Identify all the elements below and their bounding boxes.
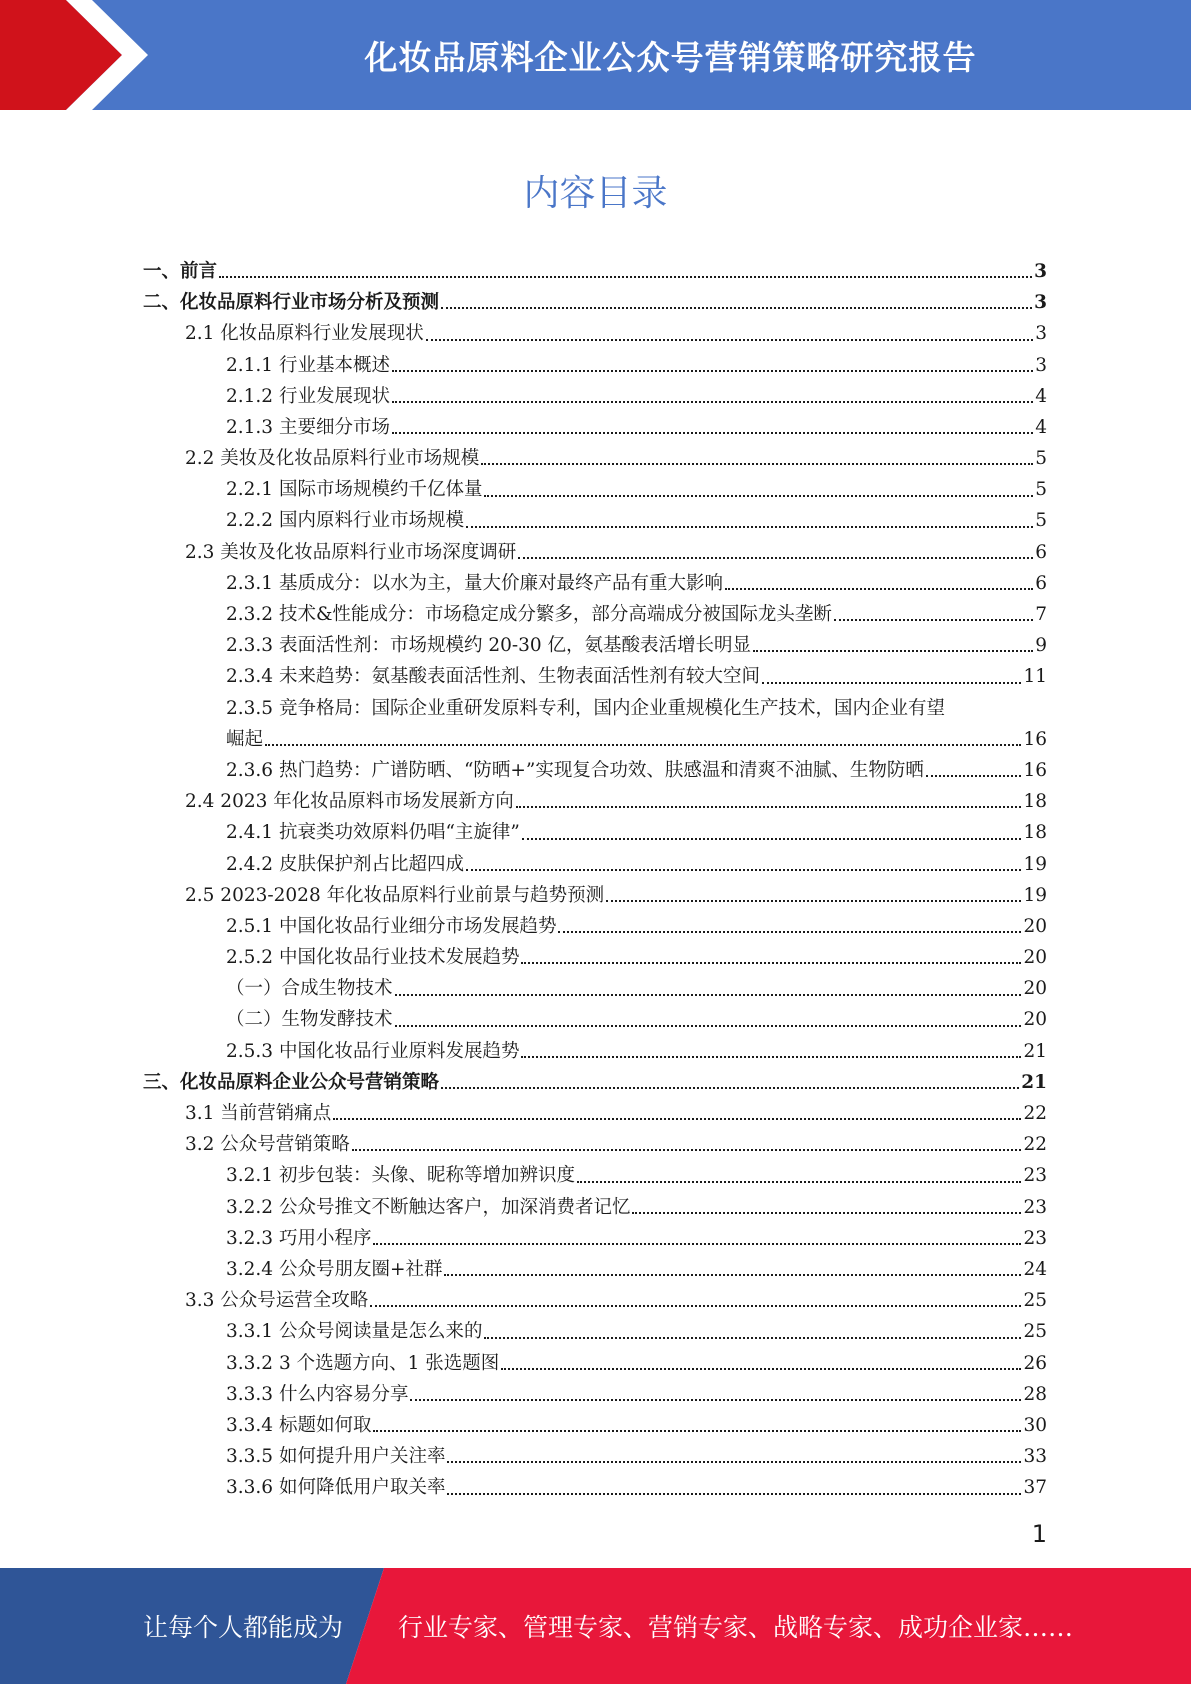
- toc-entry-page: 28: [1023, 1383, 1047, 1405]
- toc-dot-leader: [834, 619, 1033, 621]
- toc-entry-page: 16: [1023, 728, 1047, 750]
- toc-entry-title: 2.5 2023-2028 年化妆品原料行业前景与趋势预测: [185, 884, 605, 906]
- toc-entry[interactable]: [143, 1254, 1047, 1285]
- toc-entry[interactable]: [143, 973, 1047, 1004]
- toc-entry-page: 16: [1023, 759, 1047, 781]
- toc-entry-page: 20: [1023, 947, 1047, 969]
- toc-entry-page: 20: [1023, 978, 1047, 1000]
- toc-entry-title: 2.5.2 中国化妆品行业技术发展趋势: [226, 947, 520, 969]
- toc-dot-leader: [410, 1399, 1021, 1401]
- footer-slogan-left: 让每个人都能成为: [143, 1613, 344, 1642]
- toc-entry-page: 6: [1035, 541, 1047, 563]
- toc-dot-leader: [632, 1212, 1021, 1214]
- toc-entry-page: 19: [1023, 853, 1047, 875]
- toc-entry-page: 25: [1023, 1321, 1047, 1343]
- toc-entry[interactable]: [143, 1472, 1047, 1503]
- toc-dot-leader: [521, 962, 1021, 964]
- toc-entry[interactable]: [143, 474, 1047, 505]
- toc-entry[interactable]: [143, 849, 1047, 880]
- toc-entry-title: 2.4.1 抗衰类功效原料仍唱“主旋律”: [226, 822, 520, 844]
- toc-entry-title: 2.4.2 皮肤保护剂占比超四成: [226, 853, 464, 875]
- toc-entry[interactable]: [143, 724, 1047, 755]
- toc-entry-title: 2.1.1 行业基本概述: [226, 354, 390, 376]
- toc-dot-leader: [521, 1056, 1021, 1058]
- toc-entry-page: 18: [1023, 791, 1047, 813]
- toc-entry-title: 2.2.1 国际市场规模约千亿体量: [226, 479, 483, 501]
- toc-entry-page: 5: [1035, 448, 1047, 470]
- toc-dot-leader: [219, 276, 1032, 278]
- toc-entry[interactable]: [143, 1223, 1047, 1254]
- toc-dot-leader: [392, 401, 1033, 403]
- toc-dot-leader: [577, 1181, 1021, 1183]
- toc-dot-leader: [447, 1461, 1021, 1463]
- toc-dot-leader: [926, 775, 1022, 777]
- toc-dot-leader: [481, 463, 1033, 465]
- toc-entry[interactable]: [143, 537, 1047, 568]
- toc-entry[interactable]: [143, 661, 1047, 692]
- toc-dot-leader: [392, 432, 1033, 434]
- toc-dot-leader: [373, 1430, 1021, 1432]
- toc-entry[interactable]: [143, 318, 1047, 349]
- toc-entry[interactable]: [143, 1067, 1047, 1098]
- toc-entry-title: 3.2 公众号营销策略: [185, 1134, 350, 1156]
- toc-entry-title: 2.3.3 表面活性剂：市场规模约 20-30 亿，氨基酸表活增长明显: [226, 635, 752, 657]
- toc-entry-title: 2.1 化妆品原料行业发展现状: [185, 323, 424, 345]
- toc-entry-page: 22: [1023, 1103, 1047, 1125]
- toc-entry-title: 3.3.1 公众号阅读量是怎么来的: [226, 1321, 483, 1343]
- toc-entry[interactable]: [143, 786, 1047, 817]
- toc-entry[interactable]: [143, 1036, 1047, 1067]
- toc-entry-title: 三、化妆品原料企业公众号营销策略: [143, 1071, 440, 1093]
- toc-entry-title: 3.1 当前营销痛点: [185, 1103, 332, 1125]
- toc-entry-title: 2.3 美妆及化妆品原料行业市场深度调研: [185, 541, 517, 563]
- toc-entry-title: 3.2.1 初步包装：头像、昵称等增加辨识度: [226, 1165, 575, 1187]
- toc-entry-title: 2.2 美妆及化妆品原料行业市场规模: [185, 448, 480, 470]
- toc-entry-page: 3: [1035, 354, 1047, 376]
- toc-dot-leader: [725, 588, 1033, 590]
- toc-entry-title: 3.2.2 公众号推文不断触达客户，加深消费者记忆: [226, 1196, 631, 1218]
- toc-entry-page: 18: [1023, 822, 1047, 844]
- toc-entry[interactable]: [143, 1129, 1047, 1160]
- toc-entry[interactable]: [143, 381, 1047, 412]
- toc-entry-title: 2.3.4 未来趋势：氨基酸表面活性剂、生物表面活性剂有较大空间: [226, 666, 760, 688]
- report-title: 化妆品原料企业公众号营销策略研究报告: [364, 37, 977, 77]
- toc-entry-page: 37: [1023, 1477, 1047, 1499]
- toc-dot-leader: [441, 1087, 1019, 1089]
- toc-entry-page: 5: [1035, 510, 1047, 532]
- footer-slogan-right: 行业专家、管理专家、营销专家、战略专家、成功企业家……: [398, 1613, 1074, 1642]
- toc-entry[interactable]: [143, 942, 1047, 973]
- toc-dot-leader: [466, 526, 1033, 528]
- toc-entry-title: 3.2.4 公众号朋友圈+社群: [226, 1258, 443, 1280]
- toc-dot-leader: [762, 682, 1021, 684]
- toc-entry[interactable]: [143, 1316, 1047, 1347]
- toc-entry[interactable]: [143, 1005, 1047, 1036]
- toc-entry-page: 19: [1023, 884, 1047, 906]
- toc-entry-page: 11: [1023, 666, 1047, 688]
- toc-entry-title: 一、前言: [143, 260, 218, 282]
- header-band: [0, 0, 1191, 110]
- toc-entry[interactable]: [143, 1441, 1047, 1472]
- toc-dot-leader: [265, 744, 1021, 746]
- toc-dot-leader: [441, 307, 1032, 309]
- footer-band: [0, 1568, 1191, 1684]
- toc-entry-page: 21: [1021, 1071, 1047, 1093]
- toc-entry-page: 9: [1035, 635, 1047, 657]
- toc-entry-title: 3.2.3 巧用小程序: [226, 1227, 372, 1249]
- toc-entry[interactable]: [143, 599, 1047, 630]
- toc-entry[interactable]: [143, 911, 1047, 942]
- toc-dot-leader: [370, 1305, 1021, 1307]
- toc-entry-page: 3: [1034, 292, 1047, 314]
- toc-entry[interactable]: [143, 568, 1047, 599]
- toc-entry-page: 5: [1035, 479, 1047, 501]
- toc-entry-page: 33: [1023, 1446, 1047, 1468]
- toc-dot-leader: [444, 1274, 1021, 1276]
- toc-entry-title: 2.5.1 中国化妆品行业细分市场发展趋势: [226, 915, 557, 937]
- toc-entry-title: 2.3.6 热门趋势：广谱防晒、“防晒+”实现复合功效、肤感温和清爽不油腻、生物防晒: [226, 759, 924, 781]
- toc-entry-page: 20: [1023, 915, 1047, 937]
- toc-dot-leader: [333, 1118, 1021, 1120]
- toc-entry-title: 2.2.2 国内原料行业市场规模: [226, 510, 464, 532]
- toc-dot-leader: [606, 900, 1021, 902]
- toc-entry-page: 25: [1023, 1290, 1047, 1312]
- toc-dot-leader: [484, 1337, 1021, 1339]
- toc-entry[interactable]: [143, 1192, 1047, 1223]
- toc-entry-title: 2.1.2 行业发展现状: [226, 385, 390, 407]
- toc-dot-leader: [426, 339, 1033, 341]
- toc-entry-title: 2.4 2023 年化妆品原料市场发展新方向: [185, 791, 514, 813]
- toc-entry-page: 4: [1035, 416, 1047, 438]
- page-number: 1: [1031, 1520, 1047, 1548]
- toc-entry-title: 3.3.3 什么内容易分享: [226, 1383, 409, 1405]
- toc-entry[interactable]: [143, 350, 1047, 381]
- toc-entry-title: 3.3.2 3 个选题方向、1 张选题图: [226, 1352, 500, 1374]
- toc-dot-leader: [395, 994, 1022, 996]
- toc-entry-page: 23: [1023, 1196, 1047, 1218]
- toc-entry-title: 2.3.5 竞争格局：国际企业重研发原料专利，国内企业重规模化生产技术，国内企业有望: [226, 697, 945, 719]
- toc-entry-title: 二、化妆品原料行业市场分析及预测: [143, 292, 440, 314]
- toc-entry-title: 3.3 公众号运营全攻略: [185, 1290, 369, 1312]
- table-of-contents: [143, 256, 1047, 1504]
- toc-entry[interactable]: [143, 1348, 1047, 1379]
- toc-entry[interactable]: [143, 1410, 1047, 1441]
- toc-entry[interactable]: [143, 443, 1047, 474]
- toc-heading: 内容目录: [523, 173, 668, 214]
- toc-entry-title: （一）合成生物技术: [226, 978, 393, 1000]
- toc-dot-leader: [558, 931, 1021, 933]
- toc-entry[interactable]: [143, 412, 1047, 443]
- toc-entry-title: （二）生物发酵技术: [226, 1009, 393, 1031]
- toc-dot-leader: [516, 806, 1022, 808]
- toc-entry-page: 3: [1034, 260, 1047, 282]
- toc-dot-leader: [501, 1368, 1021, 1370]
- toc-dot-leader: [352, 1149, 1022, 1151]
- toc-entry[interactable]: [143, 630, 1047, 661]
- toc-entry-title: 3.3.6 如何降低用户取关率: [226, 1477, 446, 1499]
- toc-entry-page: 23: [1023, 1227, 1047, 1249]
- toc-entry[interactable]: [143, 506, 1047, 537]
- toc-dot-leader: [484, 495, 1033, 497]
- toc-entry[interactable]: [143, 755, 1047, 786]
- toc-entry[interactable]: [143, 1098, 1047, 1129]
- toc-entry-page: 26: [1023, 1352, 1047, 1374]
- toc-dot-leader: [753, 650, 1033, 652]
- toc-entry[interactable]: [143, 693, 1047, 724]
- toc-entry-page: 21: [1023, 1040, 1047, 1062]
- toc-entry[interactable]: [143, 287, 1047, 318]
- toc-entry-title: 2.5.3 中国化妆品行业原料发展趋势: [226, 1040, 520, 1062]
- toc-entry-title: 2.3.1 基质成分：以水为主，量大价廉对最终产品有重大影响: [226, 572, 723, 594]
- toc-dot-leader: [395, 1025, 1022, 1027]
- toc-entry-page: 4: [1035, 385, 1047, 407]
- toc-entry-title: 2.1.3 主要细分市场: [226, 416, 390, 438]
- toc-entry[interactable]: [143, 256, 1047, 287]
- toc-dot-leader: [447, 1493, 1021, 1495]
- toc-entry[interactable]: [143, 1285, 1047, 1316]
- toc-entry[interactable]: [143, 1160, 1047, 1191]
- toc-entry[interactable]: [143, 817, 1047, 848]
- toc-entry-page: 6: [1035, 572, 1047, 594]
- toc-dot-leader: [518, 557, 1033, 559]
- toc-entry-page: 30: [1023, 1414, 1047, 1436]
- toc-entry-page: 7: [1035, 604, 1047, 626]
- toc-entry-title: 2.3.2 技术&性能成分：市场稳定成分繁多，部分高端成分被国际龙头垄断: [226, 604, 832, 626]
- toc-dot-leader: [392, 370, 1033, 372]
- toc-entry[interactable]: [143, 1379, 1047, 1410]
- toc-entry-page: 23: [1023, 1165, 1047, 1187]
- toc-dot-leader: [522, 838, 1022, 840]
- toc-entry-page: 22: [1023, 1134, 1047, 1156]
- toc-entry-page: 3: [1035, 323, 1047, 345]
- toc-entry[interactable]: [143, 880, 1047, 911]
- toc-entry-page: 20: [1023, 1009, 1047, 1031]
- toc-entry-page: 24: [1023, 1258, 1047, 1280]
- toc-dot-leader: [466, 869, 1021, 871]
- toc-entry-title: 崛起: [226, 728, 264, 750]
- toc-entry-title: 3.3.4 标题如何取: [226, 1414, 372, 1436]
- toc-entry-title: 3.3.5 如何提升用户关注率: [226, 1446, 446, 1468]
- toc-dot-leader: [373, 1243, 1021, 1245]
